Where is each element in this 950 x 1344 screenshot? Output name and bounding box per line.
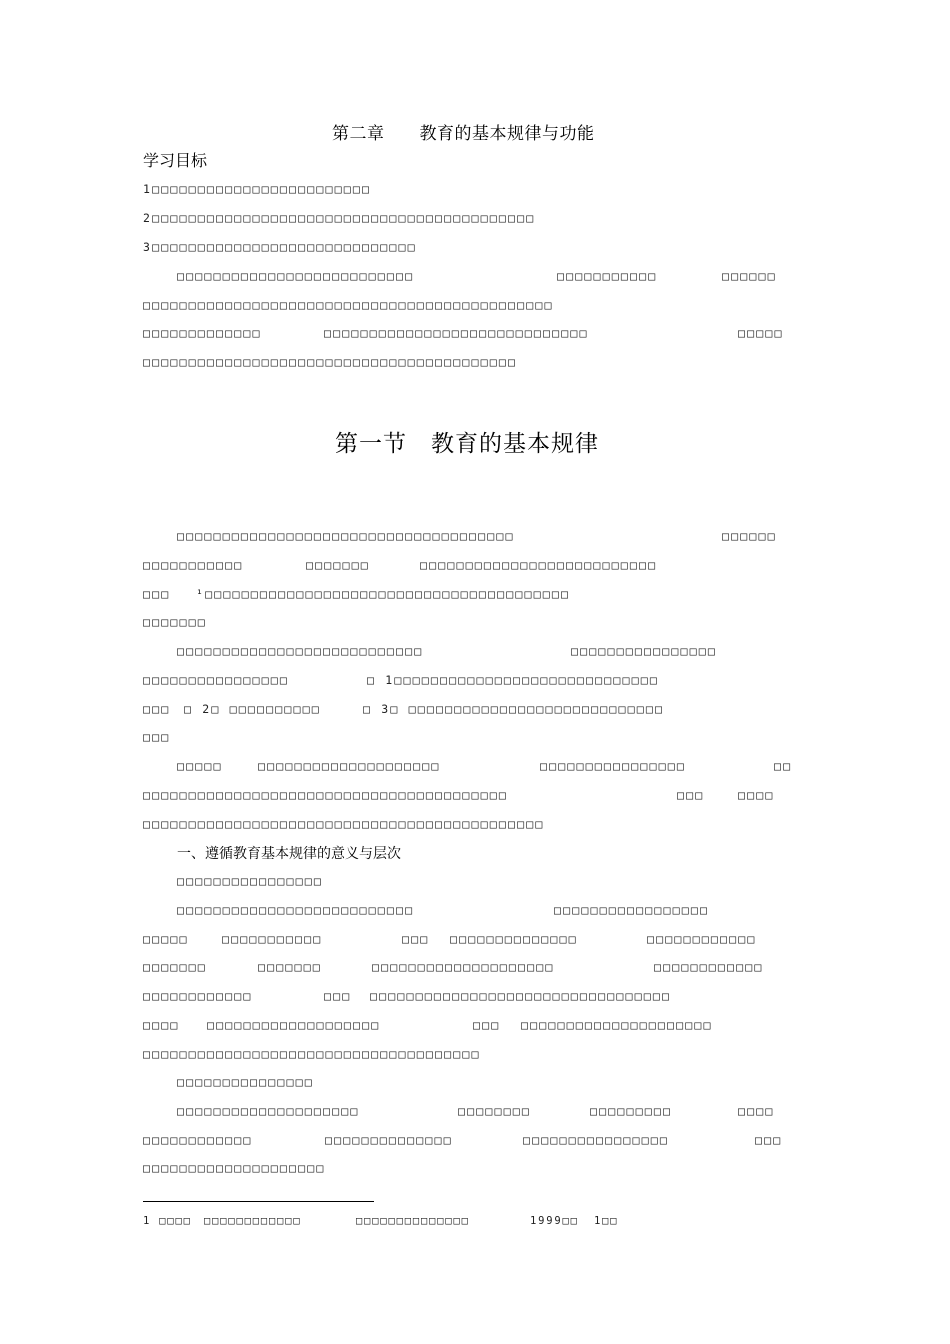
body-text: □□□□ xyxy=(738,788,775,802)
body-text: □□□ xyxy=(473,1018,501,1032)
body-text: □□□□□□□□□□□□ xyxy=(654,960,764,974)
body-text: □ 1□□□□□□□□□□□□□□□□□□□□□□□□□□□□□ xyxy=(367,673,659,687)
body-text: □□□□□□□□□ xyxy=(590,1104,673,1118)
body-text: □□□□□□□□□□□□□□□□□□□□□□□□□□□ xyxy=(177,644,424,658)
body-text: □□□□□□□□□□□□□□□□□□□□□□□□□□□□□□□□□ xyxy=(370,989,672,1003)
body-text: □□□□□□□□□□□□□□□□□□□□□□□□□□□□□□□□□□□□□ xyxy=(143,1047,481,1061)
body-text: □□□ xyxy=(755,1133,783,1147)
intro-text: □□□□□ xyxy=(738,326,784,340)
body-text: □□□□□□□□□□□□ xyxy=(143,1133,253,1147)
section-title: 第一节 教育的基本规律 xyxy=(335,431,599,457)
footnote-divider xyxy=(143,1201,374,1202)
body-text: □□□□□□□□□□□□□□□□□□□□□□□□□□ xyxy=(177,903,415,917)
body-text: □□□□□ xyxy=(177,759,223,773)
body-text: □□□□□□□□□□□□□□□□□ xyxy=(554,903,710,917)
body-text: □ 3□ □□□□□□□□□□□□□□□□□□□□□□□□□□□□ xyxy=(363,702,665,716)
body-text: □□□ xyxy=(677,788,705,802)
body-text: □□□□□□□□□□□□□□□□□□□□□□□□□□ xyxy=(420,558,658,572)
intro-text: □□□□□□□□□□□□□□□□□□□□□□□□□□ xyxy=(177,269,415,283)
body-text: □□□ xyxy=(143,702,171,716)
body-text: □□□□□□□□□□□□□□□□□□□□ xyxy=(177,1104,360,1118)
subsection-item: □□□□□□□□□□□□□□□ xyxy=(177,1075,314,1089)
intro-text: □□□□□□□□□□□□□□□□□□□□□□□□□□□□□□□□□□□□□□□□□□□□□ xyxy=(143,298,554,312)
body-text: □□□□□□□ xyxy=(143,960,207,974)
goal-item-2: 2□□□□□□□□□□□□□□□□□□□□□□□□□□□□□□□□□□□□□□□□□□ xyxy=(143,211,536,225)
intro-text: □□□□□□□□□□□□□ xyxy=(143,326,262,340)
body-text: □□□□□□□□□□□□□□□□ xyxy=(540,759,686,773)
body-text: □□□□□□ xyxy=(722,529,777,543)
intro-text: □□□□□□□□□□□□□□□□□□□□□□□□□□□□□□□□□□□□□□□□□ xyxy=(143,355,518,369)
body-text: □□□□□□□□□□□ xyxy=(222,932,323,946)
footnote-text: 1□□ xyxy=(594,1215,619,1227)
body-text: □□□□□□□□□□□□□□□□□□□□□ xyxy=(521,1018,713,1032)
body-text: □□□□□□□□□□□□□□□□□□□□ xyxy=(372,960,555,974)
body-text: □□□□□□□ xyxy=(258,960,322,974)
footnote-text: 1 □□□□ xyxy=(143,1215,192,1227)
goal-item-3: 3□□□□□□□□□□□□□□□□□□□□□□□□□□□□□ xyxy=(143,240,417,254)
intro-text: □□□□□□□□□□□ xyxy=(557,269,658,283)
footnote-text: 1999□□ xyxy=(530,1215,579,1227)
body-text: □□□□ xyxy=(738,1104,775,1118)
body-text: □□□□□□□□□□□□ xyxy=(143,989,253,1003)
body-text: □□□ xyxy=(324,989,352,1003)
body-text: □□□□□ xyxy=(143,932,189,946)
body-text: □□□□□□□□□□□□□□□□□□□□□□□□□□□□□□□□□□□□□□□□ xyxy=(143,788,508,802)
body-text: □□□ xyxy=(143,587,171,601)
body-text: □□□□□□□ xyxy=(306,558,370,572)
body-text: □□□□□□□ xyxy=(143,615,207,629)
body-text: □□□□□□□□□□□□□□□□□□□□ xyxy=(258,759,441,773)
body-text: □□□□□□□□□□□□□□□□□□□□ xyxy=(143,1161,326,1175)
subsection-item: □□□□□□□□□□□□□□□□ xyxy=(177,874,323,888)
body-text: □□□□□□□□□□□ xyxy=(143,558,244,572)
body-text: □□□□□□□□□□□□□□ xyxy=(325,1133,453,1147)
body-text: ¹□□□□□□□□□□□□□□□□□□□□□□□□□□□□□□□□□□□□□□□□ xyxy=(196,587,571,601)
body-text: □□ xyxy=(774,759,793,773)
subsection-heading: 一、遵循教育基本规律的意义与层次 xyxy=(177,846,401,862)
body-text: □□□ xyxy=(402,932,430,946)
intro-text: □□□□□□□□□□□□□□□□□□□□□□□□□□□□□ xyxy=(324,326,589,340)
intro-text: □□□□□□ xyxy=(722,269,777,283)
chapter-title: 第二章 教育的基本规律与功能 xyxy=(332,124,595,144)
body-text: □□□□□□□□□□□□ xyxy=(647,932,757,946)
footnote-text: □□□□□□□□□□□□□□ xyxy=(356,1215,470,1227)
body-text: □□□□ xyxy=(143,1018,180,1032)
body-text: □□□□□□□□□□□□□□□□□□□ xyxy=(207,1018,381,1032)
body-text: □□□□□□□□□□□□□□□□ xyxy=(523,1133,669,1147)
footnote-text: □□□□□□□□□□□□ xyxy=(204,1215,302,1227)
body-text: □□□□□□□□□□□□□□□□□□□□□□□□□□□□□□□□□□□□□ xyxy=(177,529,515,543)
learning-goals-heading: 学习目标 xyxy=(143,151,208,170)
body-text: □□□□□□□□□□□□□□ xyxy=(450,932,578,946)
body-text: □□□□□□□□□□□□□□□□ xyxy=(571,644,717,658)
body-text: □□□□□□□□□□□□□□□□ xyxy=(143,673,289,687)
body-text: □□□ xyxy=(143,730,171,744)
goal-item-1: 1□□□□□□□□□□□□□□□□□□□□□□□□ xyxy=(143,182,372,196)
body-text: □□□□□□□□□□□□□□□□□□□□□□□□□□□□□□□□□□□□□□□□□□□□ xyxy=(143,817,545,831)
body-text: □□□□□□□□ xyxy=(458,1104,531,1118)
body-text: □ 2□ □□□□□□□□□□ xyxy=(184,702,321,716)
